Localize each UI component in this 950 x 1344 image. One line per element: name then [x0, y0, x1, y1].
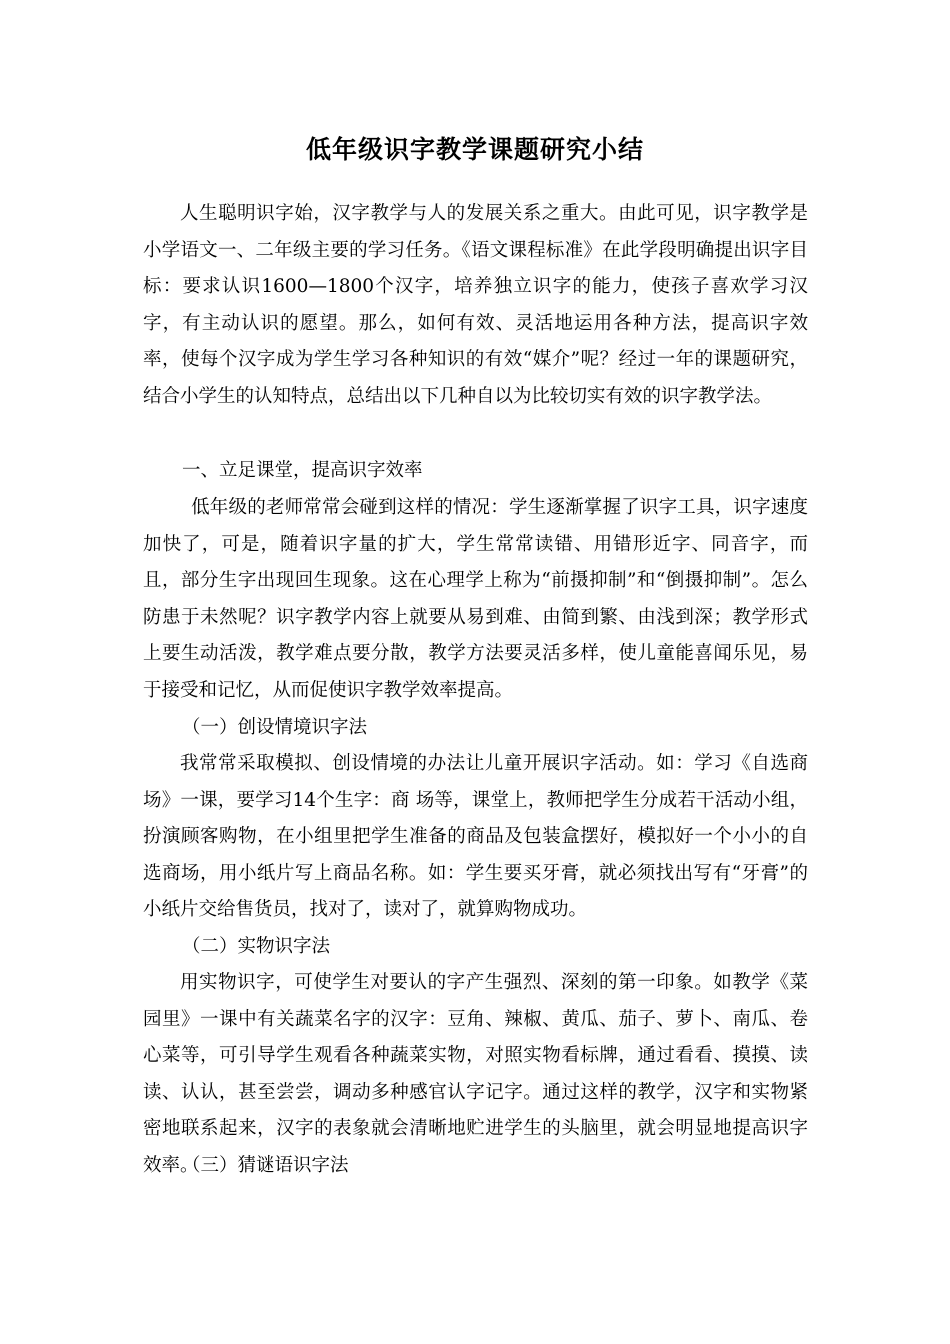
- page-title: 低年级识字教学课题研究小结: [305, 135, 644, 164]
- subsection-1-paragraph: 我常常采取模拟、创设情境的办法让儿童开展识字活动。如：学习《自选商场》一课，要学习14个生字：商 场等，课堂上，教师把学生分成若干活动小组，扮演顾客购物，在小组里把学生准备的商品及包装盒摆好，模拟好一个小小的自选商场，用小纸片写上商品名称。如：学生要买牙膏，就必须找出写有“牙膏”的小纸片交给售货员，找对了，读对了，就算购物成功。: [143, 753, 808, 921]
- subsection-2-paragraph: 用实物识字，可使学生对要认的字产生强烈、深刻的第一印象。如教学《菜园里》一课中有关蔬菜名字的汉字：豆角、辣椒、黄瓜、茄子、萝卜、南瓜、卷心菜等，可引导学生观看各种蔬菜实物，对照实物看标牌，通过看看、摸摸、读读、认认，甚至尝尝，调动多种感官认字记字。通过这样的教学，汉字和实物紧密地联系起来，汉字的表象就会清晰地贮进学生的头脑里，就会明显地提高识字效率。: [143, 972, 808, 1176]
- subsection-heading-3: （三）猜谜语识字法: [182, 1155, 349, 1176]
- section-heading-1: 一、立足课堂，提高识字效率: [182, 460, 423, 481]
- subsection-heading-1: （一）创设情境识字法: [182, 717, 368, 738]
- intro-paragraph: 人生聪明识字始，汉字教学与人的发展关系之重大。由此可见，识字教学是小学语文一、二年级主要的学习任务。《语文课程标准》在此学段明确提出识字目标：要求认识1600—1800个汉字，培养独立识字的能力，使孩子喜欢学习汉字，有主动认识的愿望。那么，如何有效、灵活地运用各种方法，提高识字效率，使每个汉字成为学生学习各种知识的有效“媒介”呢？经过一年的课题研究，结合小学生的认知特点，总结出以下几种自以为比较切实有效的识字教学法。: [143, 203, 808, 407]
- section-1-paragraph: 低年级的老师常常会碰到这样的情况：学生逐渐掌握了识字工具，识字速度加快了，可是，随着识字量的扩大，学生常常读错、用错形近字、同音字，而且，部分生字出现回生现象。这在心理学上称为“前摄抑制”和“倒摄抑制”。怎么防患于未然呢？识字教学内容上就要从易到难、由简到繁、由浅到深；教学形式上要生动活泼，教学难点要分散，教学方法要灵活多样，使儿童能喜闻乐见，易于接受和记忆，从而促使识字教学效率提高。: [143, 497, 808, 701]
- subsection-heading-2: （二）实物识字法: [182, 936, 331, 957]
